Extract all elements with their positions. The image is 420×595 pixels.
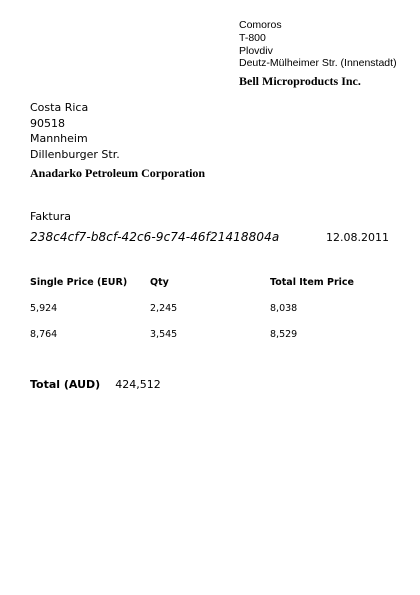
cell-single-price: 8,764 <box>30 329 58 340</box>
table-header-row <box>30 275 400 303</box>
sender-city: Plovdiv <box>239 44 273 57</box>
sender-address <box>239 19 415 89</box>
recipient-address <box>30 100 330 181</box>
recipient-company: Anadarko Petroleum Corporation <box>30 166 206 180</box>
total-value: 424,512 <box>115 378 161 391</box>
invoice-id: 238c4cf7-b8cf-42c6-9c74-46f21418804a <box>30 230 280 244</box>
header-single-price: Single Price (EUR) <box>30 276 128 288</box>
cell-single-price: 5,924 <box>30 303 58 314</box>
line-items-table <box>30 275 400 355</box>
invoice-total <box>30 373 161 392</box>
recipient-country: Costa Rica <box>30 101 89 114</box>
sender-street: Deutz-Mülheimer Str. (Innenstadt) <box>239 57 397 70</box>
sender-country: Comoros <box>239 19 282 31</box>
recipient-city: Mannheim <box>30 132 88 145</box>
table-row <box>30 303 400 329</box>
cell-qty: 3,545 <box>150 329 178 340</box>
document-type: Faktura <box>30 210 71 223</box>
sender-company: Bell Microproducts Inc. <box>239 74 361 89</box>
invoice-date: 12.08.2011 <box>326 231 389 244</box>
sender-postal-code: T-800 <box>239 31 266 44</box>
header-total-item-price: Total Item Price <box>270 276 354 288</box>
cell-total-item-price: 8,038 <box>270 303 298 314</box>
total-label: Total (AUD) <box>30 378 101 391</box>
recipient-street: Dillenburger Str. <box>30 147 120 161</box>
cell-qty: 2,245 <box>150 303 178 314</box>
recipient-postal-code: 90518 <box>30 116 65 130</box>
cell-total-item-price: 8,529 <box>270 329 298 340</box>
header-qty: Qty <box>150 276 169 288</box>
table-row <box>30 329 400 355</box>
